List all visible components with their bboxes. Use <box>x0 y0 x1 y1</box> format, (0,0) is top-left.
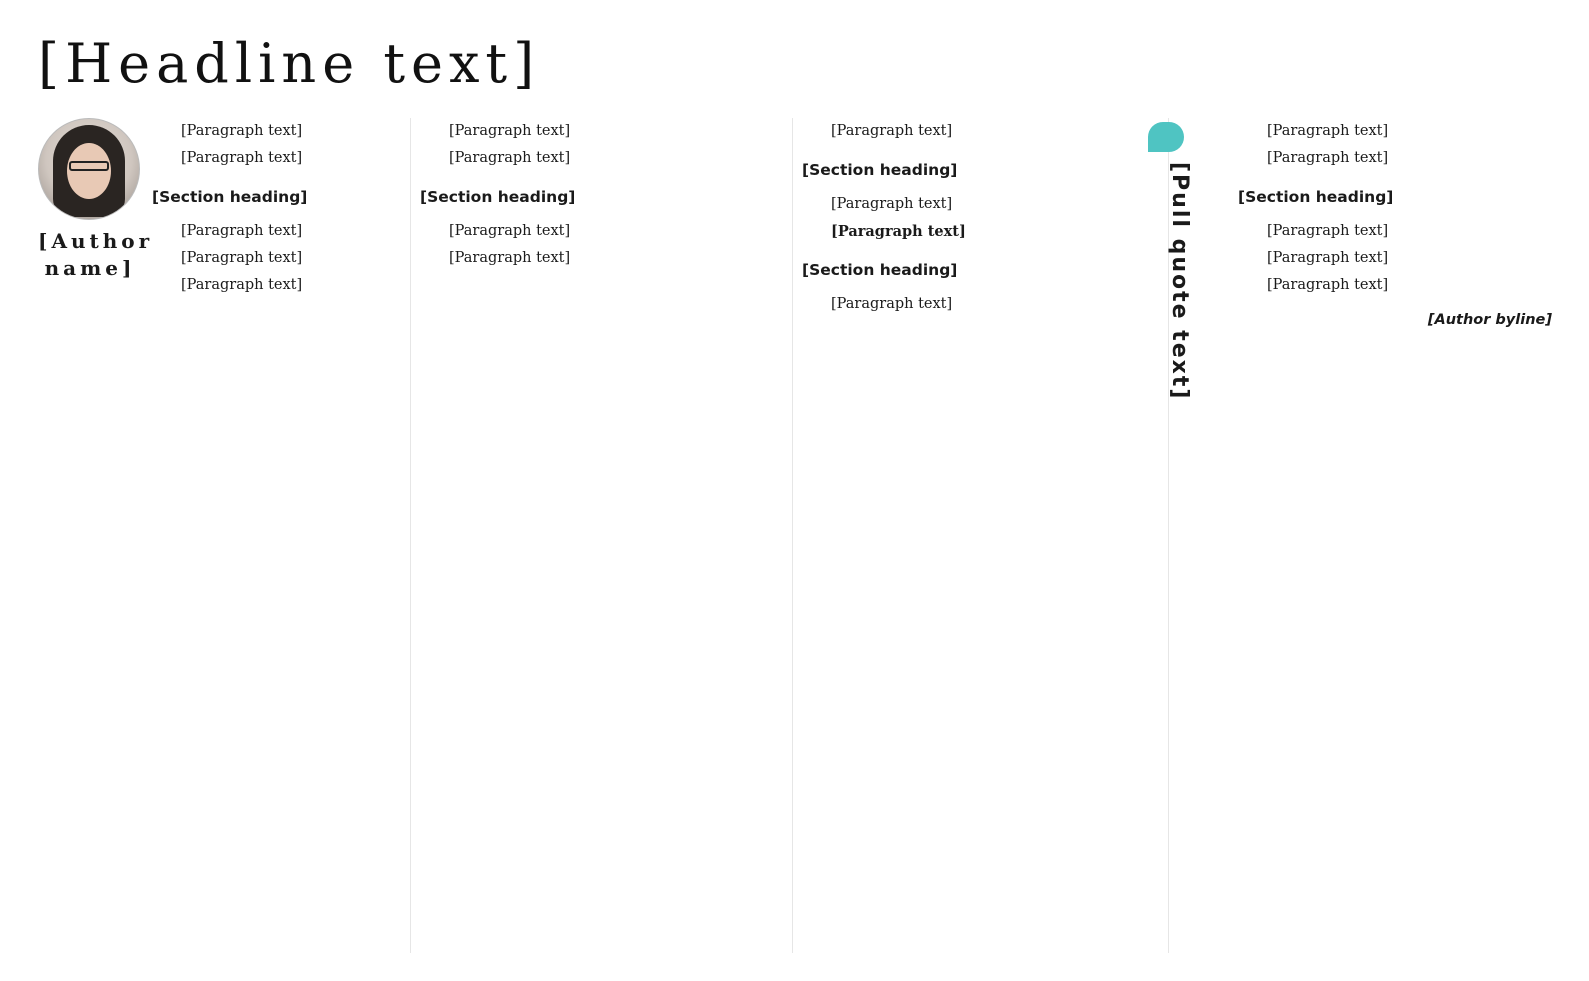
pull-quote <box>1124 118 1196 718</box>
section-heading: [Section heading] <box>802 161 958 179</box>
paragraph: [Paragraph text] <box>831 223 966 240</box>
column-1 <box>38 118 400 953</box>
paragraph: [Paragraph text] <box>1267 123 1389 139</box>
portrait-face <box>67 143 111 199</box>
paragraph: [Paragraph text] <box>449 250 571 266</box>
column-2 <box>420 118 782 953</box>
article-body <box>38 118 1552 953</box>
article-headline: [Headline text] <box>38 32 541 95</box>
paragraph: [Paragraph text] <box>181 150 303 166</box>
paragraph: [Paragraph text] <box>1267 223 1389 239</box>
paragraph: [Paragraph text] <box>181 250 303 266</box>
section-heading: [Section heading] <box>802 261 958 279</box>
author-box <box>38 118 154 280</box>
paragraph: [Paragraph text] <box>449 123 571 139</box>
paragraph: [Paragraph text] <box>831 123 953 139</box>
paragraph: [Paragraph text] <box>449 150 571 166</box>
author-byline: [Author byline] <box>1427 312 1552 328</box>
section-heading: [Section heading] <box>1238 188 1394 206</box>
paragraph: [Paragraph text] <box>181 277 303 293</box>
section-heading: [Section heading] <box>152 188 308 206</box>
portrait-glasses <box>69 161 109 171</box>
pull-quote-text: [Pull quote text] <box>1167 162 1192 401</box>
quote-mark-icon <box>1148 122 1184 152</box>
column-4 <box>1238 118 1552 953</box>
paragraph: [Paragraph text] <box>831 196 953 212</box>
paragraph: [Paragraph text] <box>181 123 303 139</box>
paragraph: [Paragraph text] <box>181 223 303 239</box>
author-portrait <box>38 118 140 220</box>
column-3 <box>802 118 1158 953</box>
paragraph: [Paragraph text] <box>1267 250 1389 266</box>
paragraph: [Paragraph text] <box>831 296 953 312</box>
paragraph: [Paragraph text] <box>449 223 571 239</box>
paragraph: [Paragraph text] <box>1267 150 1389 166</box>
paragraph: [Paragraph text] <box>1267 277 1389 293</box>
author-name: [Author name] <box>38 229 154 280</box>
section-heading: [Section heading] <box>420 188 576 206</box>
